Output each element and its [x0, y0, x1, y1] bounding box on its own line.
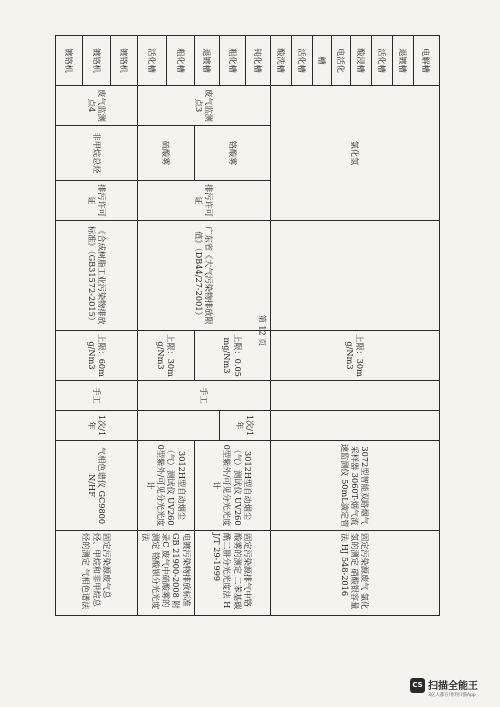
standard1-cell: 广东省《大气污染物排放限值》（DB44/27-2001）	[138, 221, 271, 331]
page-number: 第 12 页	[257, 314, 267, 347]
pollutant-cr-cell: 铬酸雾	[195, 126, 271, 181]
method-cr-cell: 固定污染源排气中铬酸雾的测定 二苯基碳酰二肼分光光度法 HJ/T 29-1999	[195, 531, 271, 616]
rotated-table-container	[55, 35, 440, 615]
process-cell: 活化槽	[371, 36, 392, 86]
process-cell: 活化槽	[291, 36, 312, 86]
manual-cell: 手工	[56, 381, 138, 411]
process-cell: 镀铬机	[56, 36, 83, 86]
process-cell: 电解槽	[413, 36, 439, 86]
process-cell: 粗化槽	[220, 36, 245, 86]
table-row	[413, 36, 439, 616]
process-cell: 酸浸槽	[350, 36, 371, 86]
instrument-nmhc-cell: 气相色谱仪 GC9800N/HF	[56, 441, 138, 531]
freq-cell-blank	[270, 411, 439, 441]
pollutant-h2so4-cell: 硫酸雾	[138, 126, 195, 181]
process-cell: 镀铬机	[83, 36, 110, 86]
freq-cell: 1次/1年	[220, 411, 270, 441]
process-cell: 槽	[312, 36, 331, 86]
limit-cr-cell: 上限：0.05mg/Nm3	[195, 331, 271, 381]
limit-h2so4-cell: 上限：30mg/Nm3	[138, 331, 195, 381]
manual-cell: 手工	[138, 381, 271, 411]
instrument-h2so4-cell: 3012H型自动烟尘（气）测试仪 UV2600型紫外/可见分光光度计	[138, 441, 195, 531]
pollutant-hcl-cell: 氯化氢	[270, 86, 439, 221]
process-cell: 钝化槽	[245, 36, 270, 86]
brand-tagline: 3亿人都在用的扫描App	[428, 693, 476, 698]
instrument-cr-cell: 3012H型自动烟尘（气）测试仪 UV2600型紫外/可见分光光度计	[195, 441, 271, 531]
table-row	[110, 36, 137, 616]
process-cell: 电活化	[331, 36, 350, 86]
standard2-cell: 《合成树脂工业污染物排放标准》（GB31572-2015）	[56, 221, 138, 331]
limit-nmhc-cell: 上限：60mg/Nm3	[56, 331, 138, 381]
pollutant-nmhc-cell: 非甲烷总烃	[56, 126, 138, 181]
method-nmhc-cell: 固定污染源废气总烃、甲烷和非甲烷总烃的测定 气相色谱法	[56, 531, 138, 616]
freq-cell-blank	[138, 411, 220, 441]
limit-hcl-cell: 上限：30mg/Nm3	[270, 331, 439, 381]
process-cell: 酸洗槽	[270, 36, 291, 86]
scanner-watermark	[410, 676, 498, 702]
method-h2so4-cell: 电镀污染物排放标准 GB 21900-2008 附录C 废气中硫酸雾的测定 铬酸钡分光光度法	[138, 531, 195, 616]
process-cell: 粗化槽	[166, 36, 195, 86]
process-cell: 活化槽	[138, 36, 167, 86]
process-cell: 退镀槽	[392, 36, 413, 86]
cs-logo-icon: CS	[410, 678, 425, 693]
brand-name: 扫描全能王	[428, 681, 478, 692]
manual-cell-blank	[270, 381, 439, 411]
point3-cell: 废气监测点3	[138, 86, 271, 126]
freq-cell: 1次/1年	[56, 411, 138, 441]
permit-cell: 排污许可证	[138, 181, 271, 221]
monitoring-table	[55, 35, 440, 616]
process-cell: 镀铬机	[110, 36, 137, 86]
method-hcl-cell: 固定污染源废气 氯化氢的测定 硝酸银容量法 HJ 548-2016	[270, 531, 439, 616]
standard-cell-blank	[270, 221, 439, 331]
process-cell: 退镀槽	[195, 36, 220, 86]
instrument-hcl-cell: 3072型智能双路烟气采样器 3060T-烟气流速监测仪 50mL滴定管	[270, 441, 439, 531]
point4-cell: 废气监测点4	[56, 86, 138, 126]
permit-cell: 排污许可证	[56, 181, 138, 221]
